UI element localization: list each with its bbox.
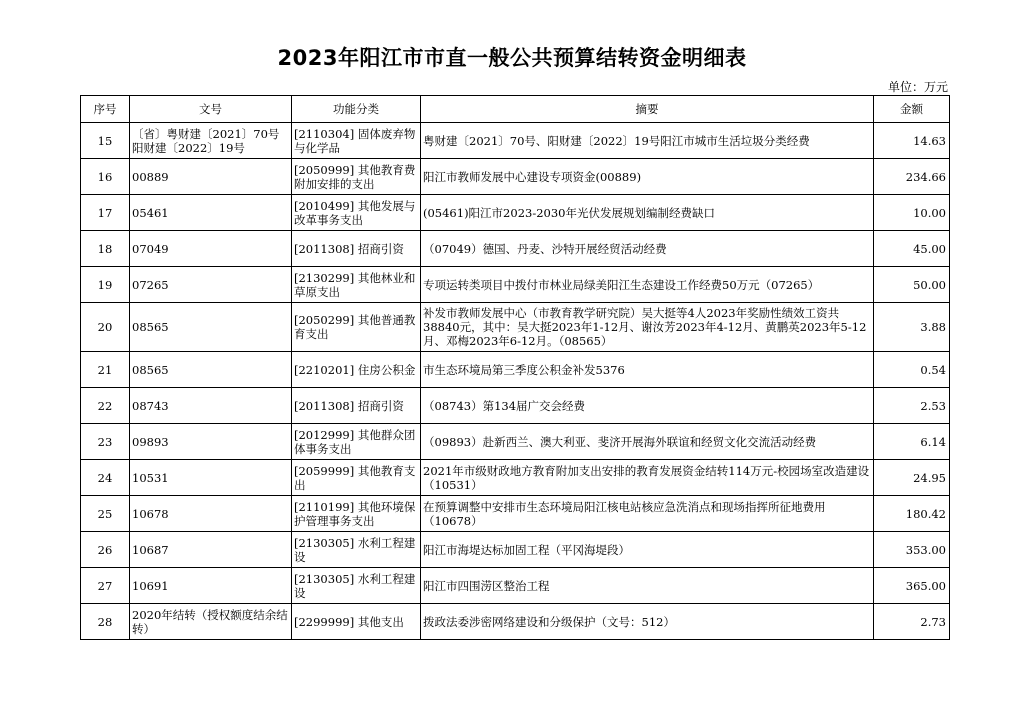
cell-amount: 180.42 (874, 496, 950, 532)
table-row (81, 532, 950, 568)
cell-doc-number: 10687 (130, 532, 292, 568)
cell-doc-number: 10531 (130, 460, 292, 496)
cell-index: 17 (81, 195, 130, 231)
table-row (81, 231, 950, 267)
cell-function-category: [2130305] 水利工程建设 (292, 532, 421, 568)
cell-doc-number: 08743 (130, 388, 292, 424)
table-row (81, 460, 950, 496)
budget-table (80, 95, 950, 640)
cell-function-category: [2130299] 其他林业和草原支出 (292, 267, 421, 303)
cell-doc-number: 00889 (130, 159, 292, 195)
cell-function-category: [2210201] 住房公积金 (292, 352, 421, 388)
cell-function-category: [2011308] 招商引资 (292, 388, 421, 424)
cell-amount: 365.00 (874, 568, 950, 604)
cell-summary: 阳江市教师发展中心建设专项资金(00889) (421, 159, 874, 195)
cell-function-category: [2011308] 招商引资 (292, 231, 421, 267)
cell-amount: 10.00 (874, 195, 950, 231)
cell-doc-number: 10678 (130, 496, 292, 532)
cell-doc-number: 08565 (130, 352, 292, 388)
cell-summary: 在预算调整中安排市生态环境局阳江核电站核应急洗消点和现场指挥所征地费用（10678） (421, 496, 874, 532)
table-row (81, 303, 950, 352)
cell-summary: 补发市教师发展中心（市教育教学研究院）吴大挺等4人2023年奖励性绩效工资共38840元，其中：吴大挺2023年1-12月、谢汝芳2023年4-12月、黄鹏英2023年5-12月、邓梅2023年6-12月。（08565） (421, 303, 874, 352)
cell-function-category: [2050999] 其他教育费附加安排的支出 (292, 159, 421, 195)
cell-index: 26 (81, 532, 130, 568)
cell-summary: 阳江市四围涝区整治工程 (421, 568, 874, 604)
cell-index: 19 (81, 267, 130, 303)
table-row (81, 604, 950, 640)
cell-index: 23 (81, 424, 130, 460)
cell-doc-number: 05461 (130, 195, 292, 231)
table-header-row (81, 96, 950, 123)
cell-amount: 3.88 (874, 303, 950, 352)
cell-index: 21 (81, 352, 130, 388)
cell-amount: 2.53 (874, 388, 950, 424)
cell-doc-number: 08565 (130, 303, 292, 352)
header-doc-number: 文号 (130, 96, 292, 123)
cell-amount: 14.63 (874, 123, 950, 159)
header-function-category: 功能分类 (292, 96, 421, 123)
table-row (81, 159, 950, 195)
cell-index: 18 (81, 231, 130, 267)
cell-function-category: [2299999] 其他支出 (292, 604, 421, 640)
cell-function-category: [2110199] 其他环境保护管理事务支出 (292, 496, 421, 532)
cell-doc-number: 〔省〕粤财建〔2021〕70号阳财建〔2022〕19号 (130, 123, 292, 159)
table-row (81, 568, 950, 604)
cell-summary: （07049）德国、丹麦、沙特开展经贸活动经费 (421, 231, 874, 267)
cell-summary: 市生态环境局第三季度公积金补发5376 (421, 352, 874, 388)
header-amount: 金额 (874, 96, 950, 123)
cell-summary: 拨政法委涉密网络建设和分级保护（文号：512） (421, 604, 874, 640)
cell-doc-number: 2020年结转（授权额度结余结转） (130, 604, 292, 640)
page-title: 2023年阳江市市直一般公共预算结转资金明细表 (277, 46, 747, 70)
header-index: 序号 (81, 96, 130, 123)
cell-index: 27 (81, 568, 130, 604)
table-row (81, 123, 950, 159)
cell-function-category: [2012999] 其他群众团体事务支出 (292, 424, 421, 460)
cell-index: 16 (81, 159, 130, 195)
cell-function-category: [2130305] 水利工程建设 (292, 568, 421, 604)
cell-doc-number: 07049 (130, 231, 292, 267)
cell-amount: 2.73 (874, 604, 950, 640)
table-row (81, 195, 950, 231)
cell-summary: 阳江市海堤达标加固工程（平冈海堤段） (421, 532, 874, 568)
cell-amount: 0.54 (874, 352, 950, 388)
unit-label: 单位：万元 (887, 80, 948, 94)
table-row (81, 352, 950, 388)
table-row (81, 424, 950, 460)
header-summary: 摘要 (421, 96, 874, 123)
cell-index: 15 (81, 123, 130, 159)
cell-summary: 粤财建〔2021〕70号、阳财建〔2022〕19号阳江市城市生活垃圾分类经费 (421, 123, 874, 159)
cell-index: 20 (81, 303, 130, 352)
cell-summary: 专项运转类项目中拨付市林业局绿美阳江生态建设工作经费50万元（07265） (421, 267, 874, 303)
cell-amount: 24.95 (874, 460, 950, 496)
cell-summary: （09893）赴新西兰、澳大利亚、斐济开展海外联谊和经贸文化交流活动经费 (421, 424, 874, 460)
cell-function-category: [2050299] 其他普通教育支出 (292, 303, 421, 352)
cell-summary: （08743）第134届广交会经费 (421, 388, 874, 424)
cell-amount: 45.00 (874, 231, 950, 267)
cell-index: 25 (81, 496, 130, 532)
table-row (81, 388, 950, 424)
table-row (81, 267, 950, 303)
cell-function-category: [2010499] 其他发展与改革事务支出 (292, 195, 421, 231)
cell-function-category: [2110304] 固体废弃物与化学品 (292, 123, 421, 159)
cell-doc-number: 07265 (130, 267, 292, 303)
cell-amount: 6.14 (874, 424, 950, 460)
cell-amount: 353.00 (874, 532, 950, 568)
cell-function-category: [2059999] 其他教育支出 (292, 460, 421, 496)
table-row (81, 496, 950, 532)
cell-doc-number: 09893 (130, 424, 292, 460)
cell-summary: (05461)阳江市2023-2030年光伏发展规划编制经费缺口 (421, 195, 874, 231)
cell-doc-number: 10691 (130, 568, 292, 604)
cell-index: 28 (81, 604, 130, 640)
cell-index: 22 (81, 388, 130, 424)
cell-summary: 2021年市级财政地方教育附加支出安排的教育发展资金结转114万元-校园场室改造建设（10531） (421, 460, 874, 496)
cell-amount: 234.66 (874, 159, 950, 195)
cell-amount: 50.00 (874, 267, 950, 303)
cell-index: 24 (81, 460, 130, 496)
